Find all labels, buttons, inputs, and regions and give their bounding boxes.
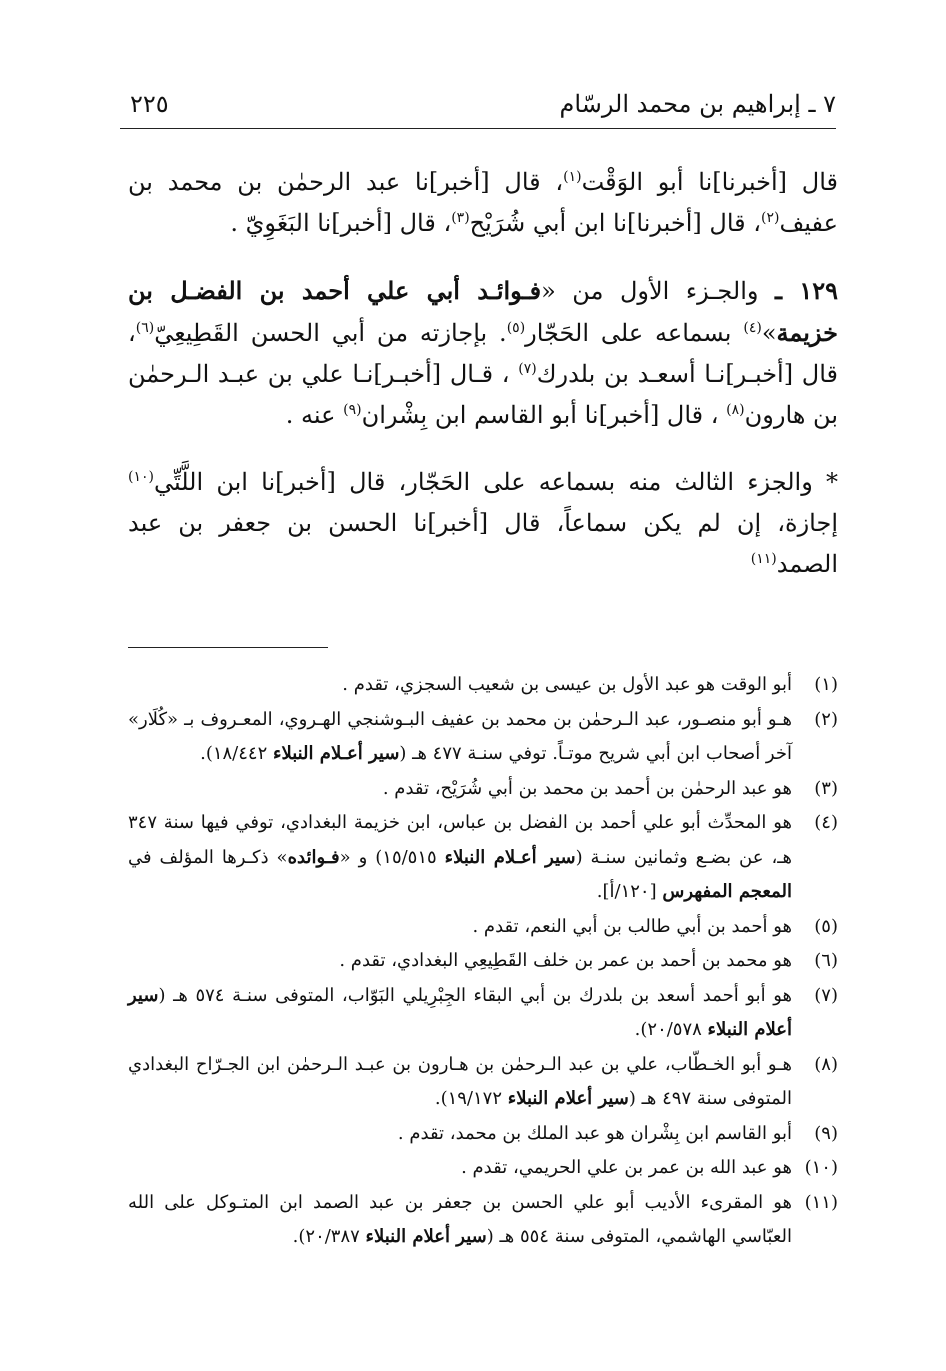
footnote-segment: » ذكـرها المؤلف في	[128, 846, 288, 868]
footnote-number: (٩)	[814, 1122, 838, 1144]
footnote-number: (٦)	[814, 950, 838, 971]
footnote-item	[128, 1048, 838, 1117]
header-title: ٧ ـ إبراهيم بن محمد الرسّام	[559, 90, 836, 118]
footnote-ref-9[interactable]: (٩)	[343, 402, 362, 418]
paragraph-3: * والجزء الثالث منه بسماعه على الحَجّار، قال [أخبر]نا ابن اللَّتِّي$^{(١٠)}$ إجازة، إن لم يكن سماعاً، قال [أخبر]نا الحسن بن جعفر بن عبد الصمد$^{(١١)}$	[128, 468, 838, 578]
footnote-source-title: سير أعلام النبلاء	[365, 1226, 487, 1247]
footnote-source-title: المعجم المفهرس	[662, 881, 792, 902]
footnote-item	[128, 772, 838, 807]
footnote-item	[128, 668, 838, 703]
running-header	[120, 84, 836, 129]
footnote-number: (٢)	[814, 708, 838, 730]
book-title: فـوائـد أبي علي أحمد بن الفضـل بن خزيمة	[128, 276, 838, 347]
main-text	[128, 162, 838, 611]
footnote-number: (٥)	[814, 915, 838, 937]
footnote-ref-3[interactable]: (٣)	[451, 210, 470, 226]
footnote-text	[128, 772, 792, 807]
footnote-number: (١٠)	[804, 1157, 838, 1178]
footnote-item	[128, 1186, 838, 1255]
footnote-segment: هو أبو أحمد أسعد بن بلدرك بن أبي البقاء الجِبْرِيلي البَوّاب، المتوفى سنـة ٥٧٤ هـ (	[158, 984, 792, 1006]
footnote-segment: ١٨/٤٤٢).	[200, 743, 273, 764]
entry-number: ١٢٩ ـ	[775, 276, 838, 305]
footnote-ref-11[interactable]: (١١)	[750, 551, 777, 567]
footnote-source-title: سير أعـلام النبلاء	[444, 846, 576, 868]
footnote-number: (١١)	[804, 1191, 838, 1213]
footnote-ref-8[interactable]: (٨)	[726, 402, 745, 418]
footnote-number: (٨)	[814, 1053, 838, 1075]
paragraph-1: قال [أخبرنا]نا أبو الوَقْت$^{(١)}$، قال [أخبر]نا عبد الرحمٰن بن محمد بن عفيف$^{(٢)}$، قال [أخبرنا]نا ابن أبي شُرَيْح$^{(٣)}$، قال [أخبر]نا البَغَوِيّ .	[128, 168, 838, 237]
footnote-item	[128, 910, 838, 945]
footnote-segment: ١٥/٥١٥) و «	[339, 846, 445, 868]
footnote-text	[128, 806, 792, 910]
footnote-segment: ٢٠/٣٨٧).	[292, 1226, 366, 1247]
footnote-segment: هـو أبو الخـطّاب، علي بن عبد الـرحمٰن بن هـارون بن عبـد الـرحمٰن ابن الجـرّاح البغدادي المتوفى سنة ٤٩٧ هـ (	[128, 1053, 792, 1109]
footnote-source-title: سير أعـلام النبلاء	[272, 743, 400, 764]
footnote-source-title: فـوائده	[287, 846, 340, 868]
footnote-number: (٣)	[814, 777, 838, 799]
footnote-segment: هو عبد الرحمٰن بن أحمد بن محمد بن أبي شُرَيْح، تقدم .	[382, 777, 792, 799]
footnote-item	[128, 944, 838, 979]
footnote-ref-5[interactable]: (٥)	[506, 320, 526, 336]
footnote-text	[128, 979, 792, 1048]
footnote-text	[128, 1048, 792, 1117]
footnote-ref-1[interactable]: (١)	[563, 169, 582, 185]
footnote-text	[128, 944, 792, 979]
footnote-segment: ١٩/١٧٢).	[434, 1088, 508, 1109]
footnote-item	[128, 1151, 838, 1186]
footnote-segment: ٢٠/٥٧٨).	[634, 1019, 708, 1040]
footnote-item	[128, 979, 838, 1048]
page-number: ٢٢٥	[130, 90, 169, 118]
footnotes-list	[128, 668, 838, 1255]
footnote-segment: هو المقرىء الأديب أبو علي الحسن بن جعفر بن عبد الصمد ابن المتـوكل على الله العبّاسي الهاشمي، المتوفى سنة ٥٥٤ هـ (	[128, 1191, 792, 1247]
footnote-text	[128, 1186, 792, 1255]
footnote-number: (٧)	[814, 984, 838, 1006]
footnote-segment: [١٢٠/أ].	[596, 881, 663, 902]
paragraph-2: ١٢٩ ـ والجـزء الأول من «فـوائـد أبي علي أحمد بن الفضـل بن خزيمة»$^{(٤)}$ بسماعه على الحَجّار$^{(٥)}$. بإجازته من أبي الحسن القَطِيعِيّ$^{(٦)}$، قال [أخبـر]نـا أسعـد بن بلدرك$^{(٧)}$ ، قـال [أخبـر]نـا علي بن عبـد الـرحمٰن بن هارون$^{(٨)}$ ، قال [أخبر]نا أبو القاسم ابن بِشْران$^{(٩)}$ عنه .	[128, 276, 838, 429]
footnote-item	[128, 1117, 838, 1152]
footnote-text	[128, 910, 792, 945]
footnote-source-title: سير أعلام النبلاء	[507, 1088, 629, 1109]
footnote-ref-10[interactable]: (١٠)	[128, 469, 154, 485]
footnote-segment: أبو الوقت هو عبد الأول بن عيسى بن شعيب السجزي، تقدم .	[342, 674, 792, 695]
footnote-ref-6[interactable]: (٦)	[135, 320, 155, 336]
footnote-separator	[128, 647, 328, 648]
footnote-segment: أبو القاسم ابن بِشْران هو عبد الملك بن محمد، تقدم .	[397, 1122, 792, 1144]
footnote-text	[128, 1151, 792, 1186]
footnote-text	[128, 1117, 792, 1152]
footnote-segment: هو محمد بن أحمد بن عمر بن خلف القَطِيعِي البغدادي، تقدم .	[339, 950, 792, 971]
footnote-text	[128, 703, 792, 772]
footnote-source-title: سير أعلام النبلاء	[128, 984, 792, 1040]
footnote-ref-2[interactable]: (٢)	[760, 210, 780, 226]
footnote-item	[128, 806, 838, 910]
footnote-segment: هو عبد الله بن عمر بن علي الحريمي، تقدم .	[461, 1157, 792, 1178]
footnote-segment: هو المحدِّث أبو علي أحمد بن الفضل بن عباس، ابن خزيمة البغدادي، توفي فيها سنة ٣٤٧ هـ، عن بضـع وثمانين سنـة (	[128, 812, 793, 868]
footnote-segment: هـو أبو منصـور، عبد الـرحمٰن بن محمد بن عفيف البـوشنجي الهـروي، المعـروف بـ «كُلَار» آخر أصحاب ابن أبي شريح موتـاً. توفي سنـة ٤٧٧ هـ (	[128, 708, 792, 764]
footnote-ref-4[interactable]: (٤)	[743, 320, 762, 336]
footnote-text	[128, 668, 792, 703]
footnote-item	[128, 703, 838, 772]
footnote-ref-7[interactable]: (٧)	[518, 361, 537, 377]
footnote-number: (١)	[814, 674, 838, 695]
footnote-number: (٤)	[814, 812, 838, 833]
footnote-segment: هو أحمد بن أبي طالب بن أبي النعم، تقدم .	[472, 915, 792, 937]
